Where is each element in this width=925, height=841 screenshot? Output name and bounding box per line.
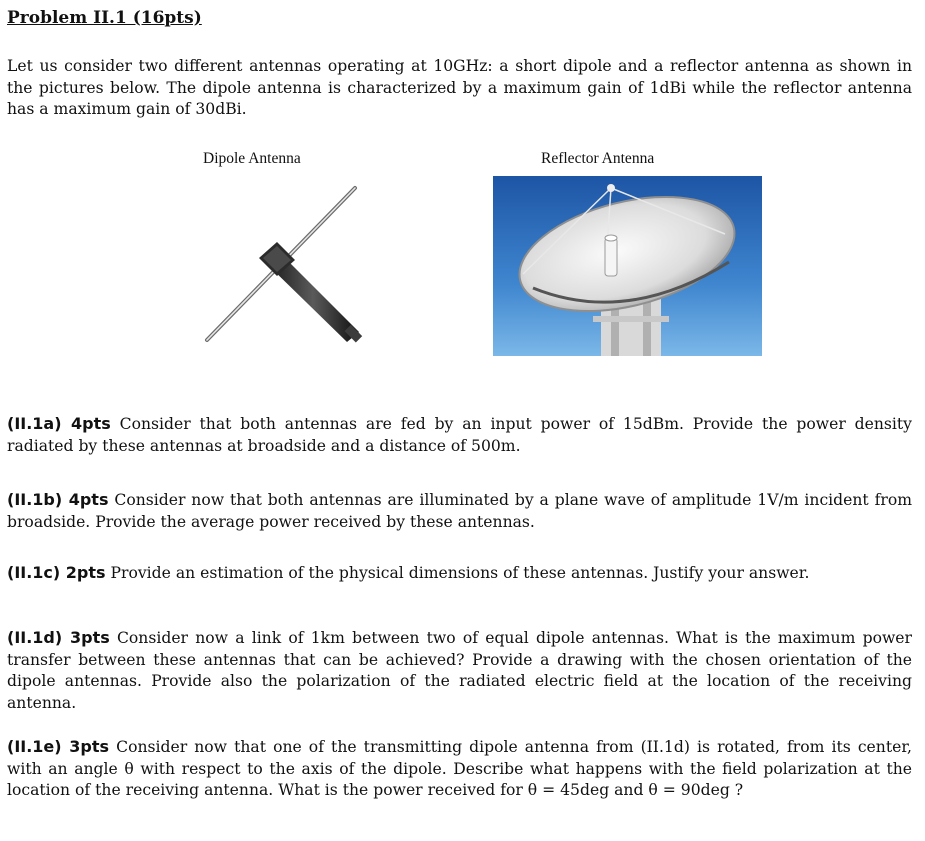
- question-text: Consider now that both antennas are illuminated by a plane wave of amplitude 1V/m incident from broadside. Provide the average power received by these antennas.: [7, 491, 912, 531]
- question-ii1d: [7, 627, 912, 714]
- question-tag: (II.1d) 3pts: [7, 628, 110, 647]
- problem-title: Problem II.1 (16pts): [7, 8, 202, 28]
- question-tag: (II.1a) 4pts: [7, 414, 111, 433]
- question-ii1c: [7, 562, 912, 585]
- dipole-antenna-image: [197, 182, 372, 354]
- question-tag: (II.1b) 4pts: [7, 490, 109, 509]
- question-text: Consider now that one of the transmitting dipole antenna from (II.1d) is rotated, from its center, with an angle θ with respect to the axis of the dipole. Describe what happens with the field polarization at the location of the receiving antenna. What is the power received for θ = 45deg and θ = 90deg ?: [7, 738, 913, 799]
- reflector-antenna-image: [493, 176, 762, 356]
- document-page: [7, 6, 913, 799]
- dipole-caption: Dipole Antenna: [203, 150, 301, 167]
- question-ii1a: [7, 413, 912, 457]
- question-text: Provide an estimation of the physical dimensions of these antennas. Justify your answer.: [105, 564, 810, 582]
- question-ii1e: [7, 736, 912, 802]
- question-text: Consider that both antennas are fed by an input power of 15dBm. Provide the power density radiated by these antennas at broadside and a distance of 500m.: [7, 415, 912, 455]
- reflector-caption: Reflector Antenna: [541, 150, 655, 167]
- question-ii1b: [7, 489, 912, 533]
- intro-paragraph: Let us consider two different antennas operating at 10GHz: a short dipole and a reflector antenna as shown in the pictures below. The dipole antenna is characterized by a maximum gain of 1dBi while the reflector antenna has a maximum gain of 30dBi.: [7, 57, 912, 118]
- question-tag: (II.1e) 3pts: [7, 737, 110, 756]
- question-text: Consider now a link of 1km between two of equal dipole antennas. What is the maximum power transfer between these antennas that can be achieved? Provide a drawing with the chosen orientation of the dipole antennas. Provide also the polarization of the radiated electric field at the location of the receiving antenna.: [7, 629, 912, 712]
- question-tag: (II.1c) 2pts: [7, 563, 106, 582]
